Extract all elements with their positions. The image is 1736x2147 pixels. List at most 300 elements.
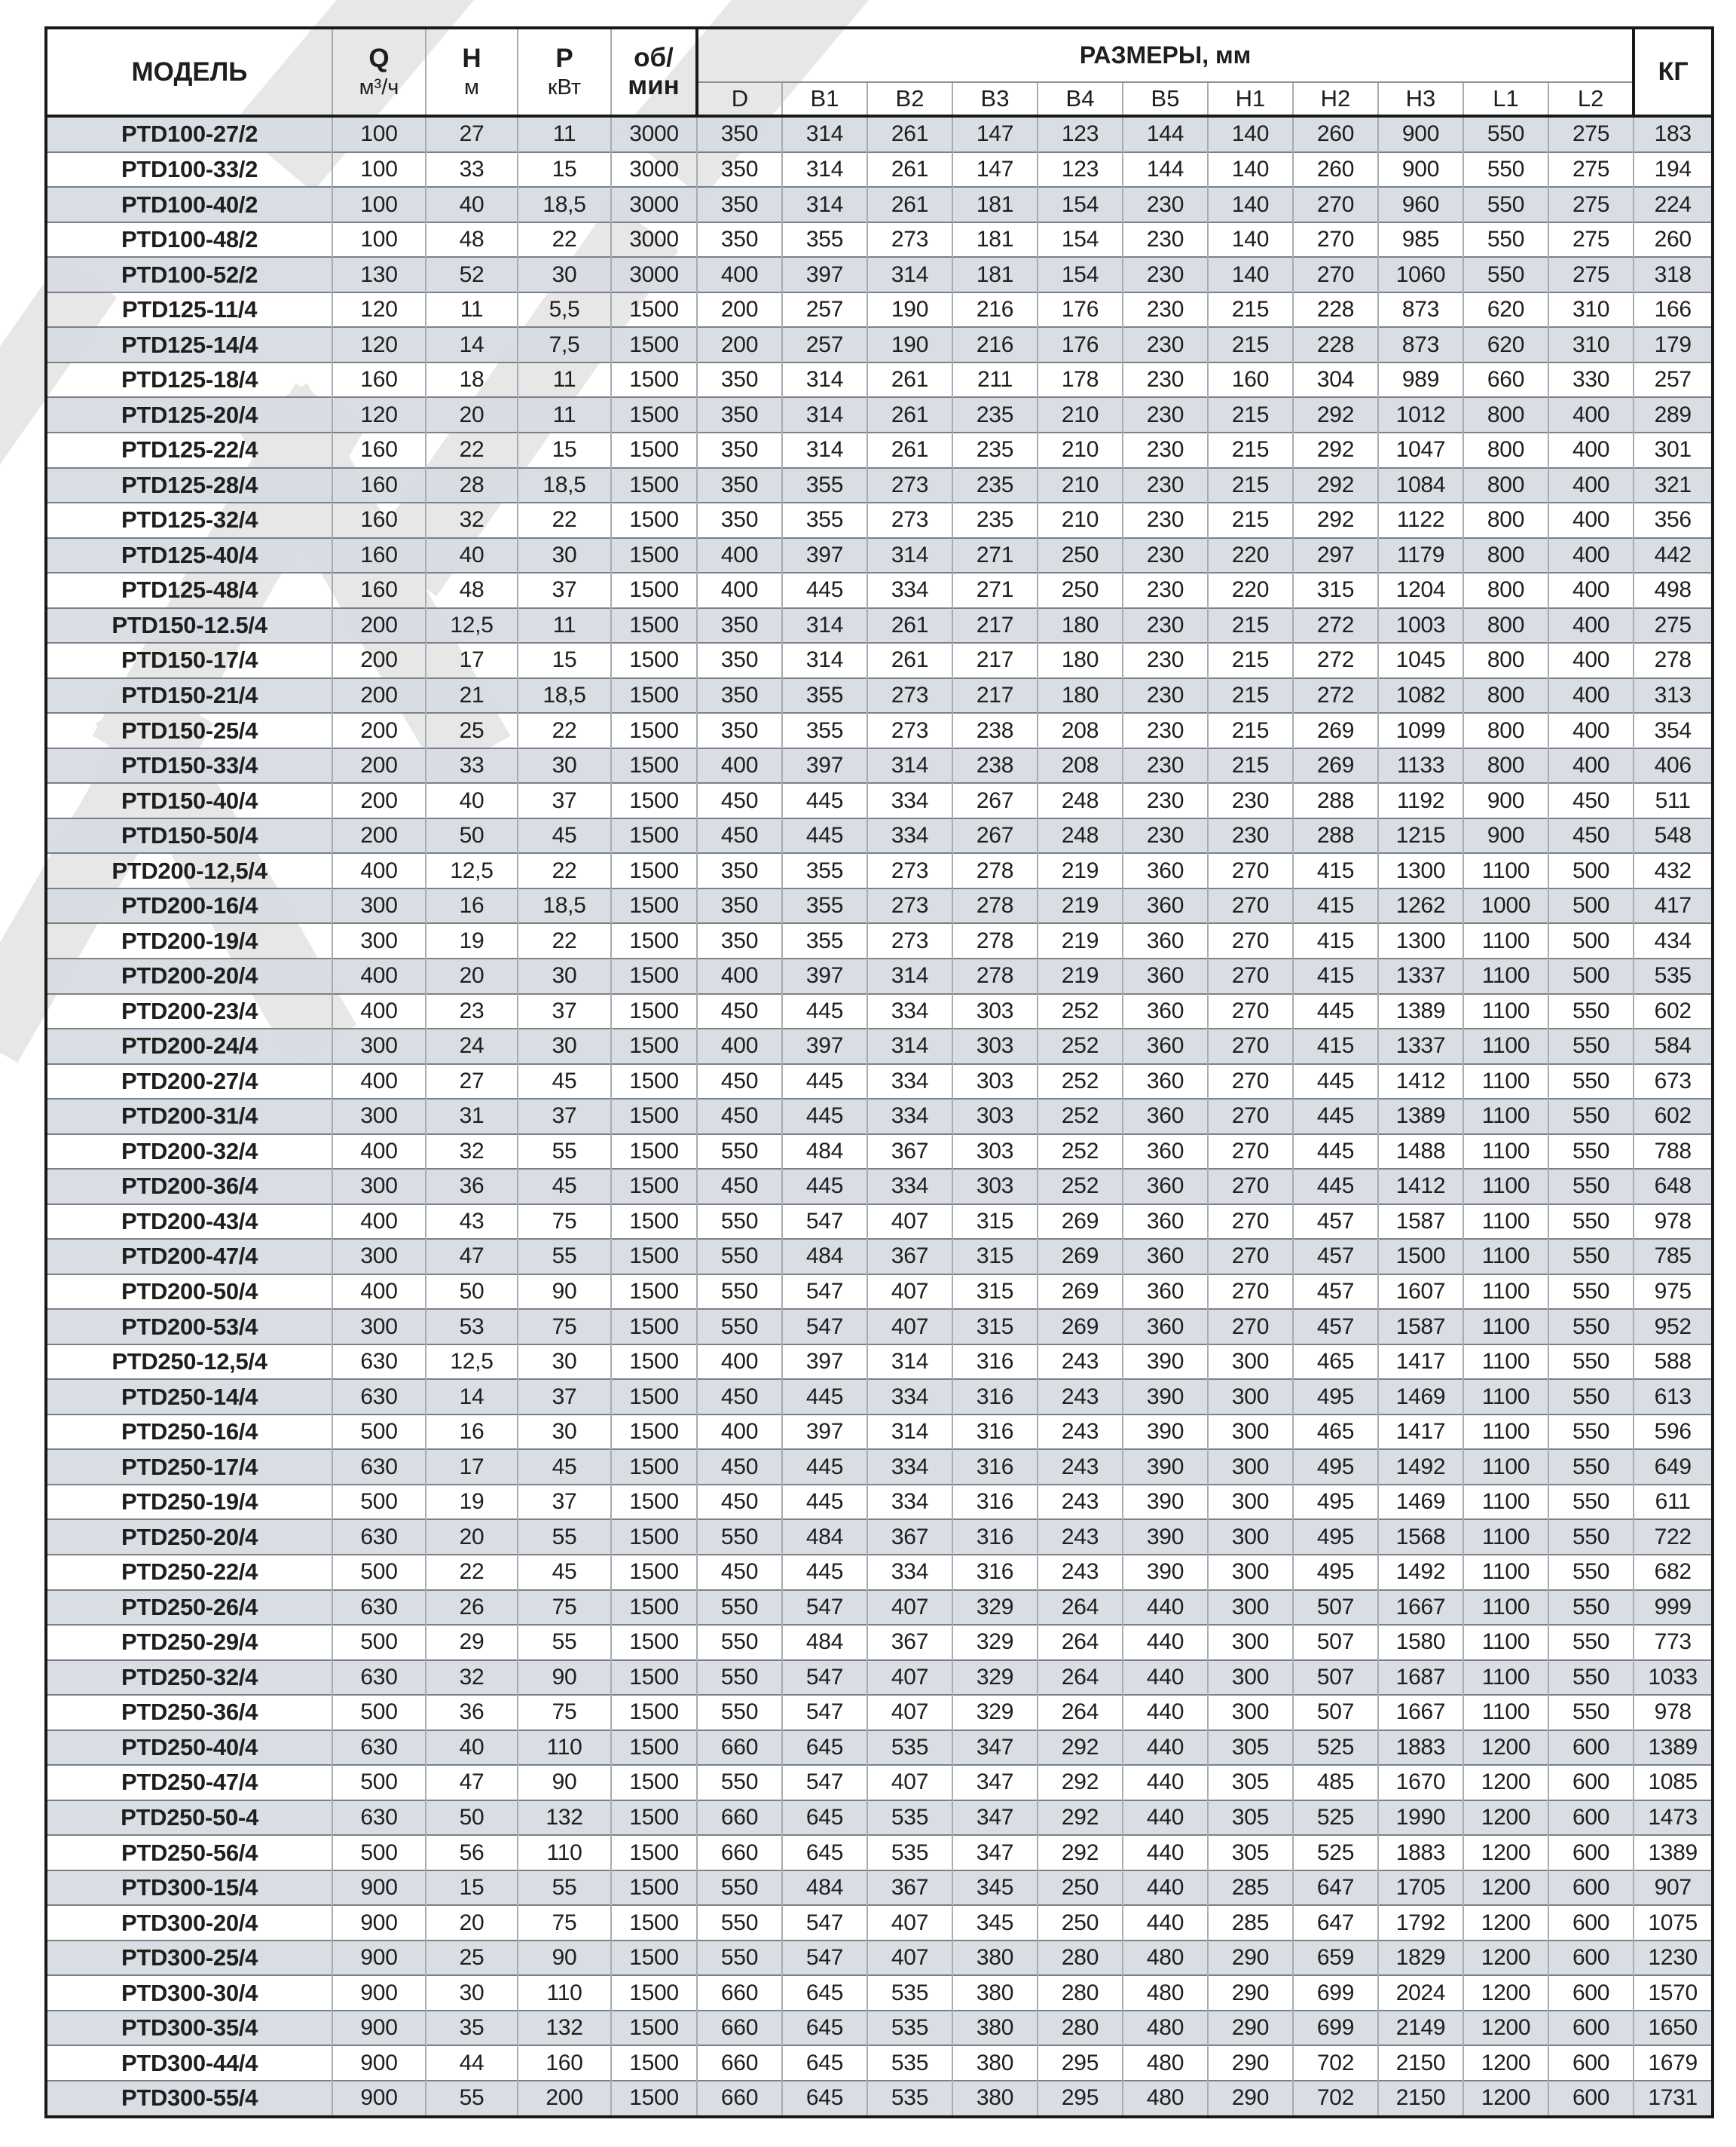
value-cell: 228 xyxy=(1293,292,1378,328)
value-cell: 390 xyxy=(1123,1485,1208,1520)
value-cell: 400 xyxy=(697,748,782,784)
value-cell: 354 xyxy=(1634,713,1713,748)
value-cell: 230 xyxy=(1123,362,1208,398)
value-cell: 407 xyxy=(867,1660,952,1696)
value-cell: 160 xyxy=(332,538,426,573)
value-cell: 800 xyxy=(1463,573,1548,608)
value-cell: 217 xyxy=(952,678,1038,714)
value-cell: 547 xyxy=(782,1309,867,1344)
table-row xyxy=(46,1765,1713,1800)
value-cell: 278 xyxy=(952,853,1038,888)
value-cell: 440 xyxy=(1123,1800,1208,1836)
value-cell: 450 xyxy=(697,1169,782,1204)
table-row xyxy=(46,2011,1713,2046)
value-cell: 380 xyxy=(952,2045,1038,2081)
table-row xyxy=(46,1169,1713,1204)
value-cell: 500 xyxy=(332,1555,426,1590)
value-cell: 1500 xyxy=(611,818,697,854)
value-cell: 140 xyxy=(1208,187,1293,222)
value-cell: 600 xyxy=(1548,1941,1634,1976)
value-cell: 257 xyxy=(1634,362,1713,398)
value-cell: 495 xyxy=(1293,1449,1378,1485)
value-cell: 400 xyxy=(697,1029,782,1064)
value-cell: 144 xyxy=(1123,116,1208,152)
value-cell: 535 xyxy=(867,1975,952,2011)
value-cell: 210 xyxy=(1038,397,1123,433)
value-cell: 350 xyxy=(697,503,782,538)
value-cell: 305 xyxy=(1208,1835,1293,1870)
value-cell: 647 xyxy=(1293,1870,1378,1906)
value-cell: 417 xyxy=(1634,888,1713,924)
value-cell: 22 xyxy=(518,853,611,888)
value-cell: 440 xyxy=(1123,1835,1208,1870)
value-cell: 645 xyxy=(782,2045,867,2081)
value-cell: 600 xyxy=(1548,2011,1634,2046)
value-cell: 1100 xyxy=(1463,1134,1548,1170)
model-cell: PTD150-21/4 xyxy=(46,678,332,714)
value-cell: 1500 xyxy=(611,1344,697,1380)
value-cell: 535 xyxy=(867,2011,952,2046)
value-cell: 347 xyxy=(952,1835,1038,1870)
value-cell: 289 xyxy=(1634,397,1713,433)
value-cell: 269 xyxy=(1293,713,1378,748)
value-cell: 215 xyxy=(1208,678,1293,714)
value-cell: 445 xyxy=(1293,1064,1378,1099)
value-cell: 33 xyxy=(426,152,518,188)
value-cell: 273 xyxy=(867,222,952,258)
value-cell: 985 xyxy=(1378,222,1463,258)
value-cell: 267 xyxy=(952,818,1038,854)
value-cell: 45 xyxy=(518,818,611,854)
value-cell: 230 xyxy=(1123,678,1208,714)
value-cell: 21 xyxy=(426,678,518,714)
value-cell: 30 xyxy=(518,1029,611,1064)
value-cell: 480 xyxy=(1123,1975,1208,2011)
value-cell: 292 xyxy=(1293,503,1378,538)
value-cell: 480 xyxy=(1123,1941,1208,1976)
value-cell: 35 xyxy=(426,2011,518,2046)
value-cell: 1100 xyxy=(1463,1064,1548,1099)
value-cell: 90 xyxy=(518,1660,611,1696)
value-cell: 243 xyxy=(1038,1344,1123,1380)
value-cell: 18,5 xyxy=(518,888,611,924)
table-row xyxy=(46,1555,1713,1590)
value-cell: 1500 xyxy=(611,959,697,994)
value-cell: 314 xyxy=(782,608,867,644)
value-cell: 347 xyxy=(952,1730,1038,1766)
value-cell: 270 xyxy=(1208,1064,1293,1099)
value-cell: 1033 xyxy=(1634,1660,1713,1696)
table-row xyxy=(46,1519,1713,1555)
size-col-header-l2: L2 xyxy=(1548,82,1634,116)
value-cell: 37 xyxy=(518,1485,611,1520)
value-cell: 1099 xyxy=(1378,713,1463,748)
value-cell: 645 xyxy=(782,2011,867,2046)
value-cell: 300 xyxy=(1208,1625,1293,1660)
value-cell: 400 xyxy=(1548,713,1634,748)
model-cell: PTD250-17/4 xyxy=(46,1449,332,1485)
value-cell: 200 xyxy=(332,643,426,678)
pump-specifications-table xyxy=(44,26,1714,2118)
value-cell: 2024 xyxy=(1378,1975,1463,2011)
table-row xyxy=(46,608,1713,644)
value-cell: 27 xyxy=(426,116,518,152)
value-cell: 40 xyxy=(426,1730,518,1766)
value-cell: 445 xyxy=(782,1555,867,1590)
value-cell: 450 xyxy=(697,783,782,818)
value-cell: 873 xyxy=(1378,327,1463,362)
value-cell: 230 xyxy=(1123,713,1208,748)
value-cell: 465 xyxy=(1293,1344,1378,1380)
model-cell: PTD125-40/4 xyxy=(46,538,332,573)
table-row xyxy=(46,1134,1713,1170)
value-cell: 123 xyxy=(1038,116,1123,152)
value-cell: 367 xyxy=(867,1134,952,1170)
model-cell: PTD200-43/4 xyxy=(46,1204,332,1240)
value-cell: 1100 xyxy=(1463,1695,1548,1730)
value-cell: 305 xyxy=(1208,1765,1293,1800)
value-cell: 360 xyxy=(1123,994,1208,1029)
size-col-header-h2: H2 xyxy=(1293,82,1378,116)
value-cell: 75 xyxy=(518,1905,611,1941)
value-cell: 445 xyxy=(1293,994,1378,1029)
value-cell: 682 xyxy=(1634,1555,1713,1590)
value-cell: 200 xyxy=(332,713,426,748)
value-cell: 397 xyxy=(782,538,867,573)
value-cell: 334 xyxy=(867,818,952,854)
value-cell: 270 xyxy=(1208,1169,1293,1204)
value-cell: 550 xyxy=(1548,1099,1634,1134)
model-cell: PTD250-32/4 xyxy=(46,1660,332,1696)
value-cell: 132 xyxy=(518,2011,611,2046)
value-cell: 12,5 xyxy=(426,1344,518,1380)
value-cell: 600 xyxy=(1548,2045,1634,2081)
value-cell: 275 xyxy=(1548,257,1634,292)
value-cell: 48 xyxy=(426,573,518,608)
value-cell: 397 xyxy=(782,1344,867,1380)
value-cell: 261 xyxy=(867,187,952,222)
value-cell: 132 xyxy=(518,1800,611,1836)
value-cell: 50 xyxy=(426,1274,518,1310)
value-cell: 360 xyxy=(1123,1204,1208,1240)
value-cell: 800 xyxy=(1463,748,1548,784)
value-cell: 248 xyxy=(1038,783,1123,818)
value-cell: 200 xyxy=(332,818,426,854)
value-cell: 550 xyxy=(697,1519,782,1555)
table-row xyxy=(46,1941,1713,1976)
size-col-header-h1: H1 xyxy=(1208,82,1293,116)
value-cell: 800 xyxy=(1463,397,1548,433)
value-cell: 248 xyxy=(1038,818,1123,854)
value-cell: 243 xyxy=(1038,1379,1123,1415)
value-cell: 550 xyxy=(1548,1519,1634,1555)
value-cell: 160 xyxy=(332,573,426,608)
value-cell: 1100 xyxy=(1463,1274,1548,1310)
value-cell: 450 xyxy=(1548,818,1634,854)
value-cell: 2150 xyxy=(1378,2045,1463,2081)
value-cell: 550 xyxy=(697,1134,782,1170)
value-cell: 20 xyxy=(426,959,518,994)
value-cell: 250 xyxy=(1038,538,1123,573)
value-cell: 316 xyxy=(952,1344,1038,1380)
value-cell: 123 xyxy=(1038,152,1123,188)
value-cell: 345 xyxy=(952,1905,1038,1941)
value-cell: 19 xyxy=(426,1485,518,1520)
value-cell: 300 xyxy=(332,1239,426,1274)
value-cell: 400 xyxy=(1548,503,1634,538)
value-cell: 367 xyxy=(867,1239,952,1274)
p-unit: кВт xyxy=(547,75,582,99)
table-row xyxy=(46,1064,1713,1099)
value-cell: 350 xyxy=(697,362,782,398)
value-cell: 314 xyxy=(782,433,867,468)
value-cell: 45 xyxy=(518,1449,611,1485)
value-cell: 270 xyxy=(1208,1099,1293,1134)
value-cell: 290 xyxy=(1208,1941,1293,1976)
value-cell: 3000 xyxy=(611,222,697,258)
value-cell: 130 xyxy=(332,257,426,292)
value-cell: 1500 xyxy=(611,468,697,503)
value-cell: 596 xyxy=(1634,1415,1713,1450)
value-cell: 440 xyxy=(1123,1730,1208,1766)
value-cell: 11 xyxy=(518,116,611,152)
value-cell: 280 xyxy=(1038,1941,1123,1976)
table-row xyxy=(46,1660,1713,1696)
value-cell: 350 xyxy=(697,468,782,503)
value-cell: 355 xyxy=(782,923,867,959)
value-cell: 270 xyxy=(1208,1204,1293,1240)
col-header-model: МОДЕЛЬ xyxy=(46,28,332,116)
table-row xyxy=(46,1590,1713,1626)
value-cell: 230 xyxy=(1123,257,1208,292)
value-cell: 200 xyxy=(697,327,782,362)
value-cell: 290 xyxy=(1208,2011,1293,2046)
value-cell: 1047 xyxy=(1378,433,1463,468)
value-cell: 350 xyxy=(697,397,782,433)
model-cell: PTD250-26/4 xyxy=(46,1590,332,1626)
value-cell: 1100 xyxy=(1463,1379,1548,1415)
value-cell: 217 xyxy=(952,643,1038,678)
value-cell: 500 xyxy=(1548,888,1634,924)
value-cell: 243 xyxy=(1038,1415,1123,1450)
value-cell: 500 xyxy=(1548,853,1634,888)
value-cell: 450 xyxy=(697,818,782,854)
value-cell: 292 xyxy=(1293,433,1378,468)
value-cell: 2149 xyxy=(1378,2011,1463,2046)
value-cell: 550 xyxy=(1548,1485,1634,1520)
value-cell: 350 xyxy=(697,433,782,468)
rpm-label-line1: об/ xyxy=(634,42,674,72)
value-cell: 547 xyxy=(782,1905,867,1941)
value-cell: 271 xyxy=(952,538,1038,573)
value-cell: 1492 xyxy=(1378,1449,1463,1485)
value-cell: 270 xyxy=(1293,187,1378,222)
value-cell: 334 xyxy=(867,1064,952,1099)
value-cell: 380 xyxy=(952,2081,1038,2117)
model-cell: PTD200-47/4 xyxy=(46,1239,332,1274)
value-cell: 181 xyxy=(952,222,1038,258)
table-row xyxy=(46,1695,1713,1730)
value-cell: 550 xyxy=(1548,1274,1634,1310)
value-cell: 445 xyxy=(782,1485,867,1520)
value-cell: 252 xyxy=(1038,1029,1123,1064)
value-cell: 390 xyxy=(1123,1415,1208,1450)
value-cell: 1500 xyxy=(611,748,697,784)
value-cell: 390 xyxy=(1123,1519,1208,1555)
value-cell: 1500 xyxy=(611,994,697,1029)
value-cell: 407 xyxy=(867,1765,952,1800)
value-cell: 397 xyxy=(782,748,867,784)
value-cell: 445 xyxy=(782,1064,867,1099)
table-row xyxy=(46,468,1713,503)
model-cell: PTD300-55/4 xyxy=(46,2081,332,2117)
value-cell: 3000 xyxy=(611,187,697,222)
value-cell: 415 xyxy=(1293,923,1378,959)
value-cell: 37 xyxy=(518,1099,611,1134)
value-cell: 270 xyxy=(1293,222,1378,258)
value-cell: 210 xyxy=(1038,468,1123,503)
value-cell: 120 xyxy=(332,327,426,362)
value-cell: 400 xyxy=(1548,468,1634,503)
value-cell: 334 xyxy=(867,783,952,818)
value-cell: 550 xyxy=(1548,1064,1634,1099)
pump-dimensions-table xyxy=(44,26,1714,2118)
value-cell: 1500 xyxy=(611,1590,697,1626)
model-cell: PTD250-47/4 xyxy=(46,1765,332,1800)
value-cell: 140 xyxy=(1208,116,1293,152)
value-cell: 32 xyxy=(426,503,518,538)
value-cell: 480 xyxy=(1123,2011,1208,2046)
value-cell: 20 xyxy=(426,1519,518,1555)
value-cell: 230 xyxy=(1123,573,1208,608)
value-cell: 272 xyxy=(1293,678,1378,714)
value-cell: 200 xyxy=(518,2081,611,2117)
value-cell: 215 xyxy=(1208,713,1293,748)
value-cell: 230 xyxy=(1123,397,1208,433)
table-row xyxy=(46,994,1713,1029)
value-cell: 547 xyxy=(782,1695,867,1730)
value-cell: 48 xyxy=(426,222,518,258)
value-cell: 1500 xyxy=(611,1695,697,1730)
value-cell: 1133 xyxy=(1378,748,1463,784)
value-cell: 160 xyxy=(332,503,426,538)
value-cell: 550 xyxy=(1463,222,1548,258)
value-cell: 500 xyxy=(332,1415,426,1450)
value-cell: 1200 xyxy=(1463,1870,1548,1906)
value-cell: 275 xyxy=(1548,116,1634,152)
model-cell: PTD200-31/4 xyxy=(46,1099,332,1134)
value-cell: 15 xyxy=(518,152,611,188)
value-cell: 350 xyxy=(697,923,782,959)
value-cell: 547 xyxy=(782,1660,867,1696)
value-cell: 1075 xyxy=(1634,1905,1713,1941)
value-cell: 630 xyxy=(332,1660,426,1696)
value-cell: 649 xyxy=(1634,1449,1713,1485)
value-cell: 1667 xyxy=(1378,1695,1463,1730)
value-cell: 261 xyxy=(867,116,952,152)
value-cell: 12,5 xyxy=(426,608,518,644)
value-cell: 215 xyxy=(1208,327,1293,362)
table-row xyxy=(46,433,1713,468)
value-cell: 316 xyxy=(952,1555,1038,1590)
value-cell: 300 xyxy=(1208,1695,1293,1730)
value-cell: 445 xyxy=(782,1169,867,1204)
model-cell: PTD150-17/4 xyxy=(46,643,332,678)
value-cell: 400 xyxy=(332,959,426,994)
value-cell: 600 xyxy=(1548,2081,1634,2117)
value-cell: 110 xyxy=(518,1975,611,2011)
value-cell: 1500 xyxy=(611,1099,697,1134)
value-cell: 271 xyxy=(952,573,1038,608)
value-cell: 219 xyxy=(1038,959,1123,994)
value-cell: 535 xyxy=(867,1835,952,1870)
value-cell: 1500 xyxy=(611,1415,697,1450)
value-cell: 600 xyxy=(1548,1870,1634,1906)
table-row xyxy=(46,187,1713,222)
value-cell: 215 xyxy=(1208,643,1293,678)
col-header-h xyxy=(426,28,518,116)
value-cell: 215 xyxy=(1208,608,1293,644)
value-cell: 235 xyxy=(952,397,1038,433)
value-cell: 243 xyxy=(1038,1449,1123,1485)
value-cell: 547 xyxy=(782,1941,867,1976)
value-cell: 316 xyxy=(952,1519,1038,1555)
value-cell: 269 xyxy=(1038,1309,1123,1344)
value-cell: 484 xyxy=(782,1239,867,1274)
value-cell: 316 xyxy=(952,1415,1038,1450)
value-cell: 305 xyxy=(1208,1730,1293,1766)
model-cell: PTD150-40/4 xyxy=(46,783,332,818)
value-cell: 300 xyxy=(1208,1449,1293,1485)
value-cell: 480 xyxy=(1123,2045,1208,2081)
value-cell: 1200 xyxy=(1463,1975,1548,2011)
value-cell: 22 xyxy=(426,433,518,468)
value-cell: 367 xyxy=(867,1519,952,1555)
value-cell: 440 xyxy=(1123,1660,1208,1696)
value-cell: 1100 xyxy=(1463,1344,1548,1380)
table-row xyxy=(46,1309,1713,1344)
value-cell: 334 xyxy=(867,1169,952,1204)
col-header-rpm xyxy=(611,28,697,116)
value-cell: 400 xyxy=(1548,643,1634,678)
value-cell: 230 xyxy=(1123,818,1208,854)
value-cell: 180 xyxy=(1038,643,1123,678)
value-cell: 32 xyxy=(426,1660,518,1696)
value-cell: 1085 xyxy=(1634,1765,1713,1800)
value-cell: 303 xyxy=(952,1064,1038,1099)
value-cell: 300 xyxy=(332,1169,426,1204)
value-cell: 3000 xyxy=(611,152,697,188)
value-cell: 120 xyxy=(332,292,426,328)
value-cell: 600 xyxy=(1548,1975,1634,2011)
value-cell: 16 xyxy=(426,888,518,924)
value-cell: 360 xyxy=(1123,1134,1208,1170)
value-cell: 535 xyxy=(867,2045,952,2081)
model-cell: PTD150-33/4 xyxy=(46,748,332,784)
value-cell: 230 xyxy=(1208,818,1293,854)
value-cell: 900 xyxy=(1463,818,1548,854)
value-cell: 250 xyxy=(1038,1870,1123,1906)
value-cell: 630 xyxy=(332,1379,426,1415)
value-cell: 484 xyxy=(782,1519,867,1555)
value-cell: 210 xyxy=(1038,503,1123,538)
value-cell: 1731 xyxy=(1634,2081,1713,2117)
value-cell: 200 xyxy=(332,678,426,714)
value-cell: 110 xyxy=(518,1730,611,1766)
value-cell: 547 xyxy=(782,1274,867,1310)
table-row xyxy=(46,818,1713,854)
table-row xyxy=(46,538,1713,573)
